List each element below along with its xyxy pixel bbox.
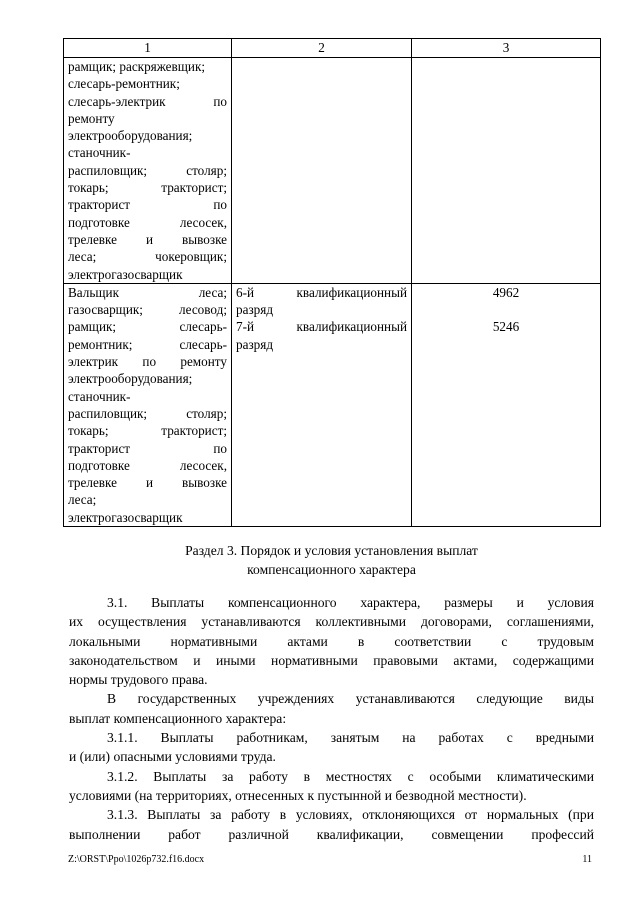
profession-line: подготовке лесосек, [68,457,227,473]
paragraph-line: выплат компенсационного характера: [69,710,287,726]
paragraph-line: их осуществления устанавливаются коллективными договорами, соглашениями, [69,614,594,630]
profession-line: станочник- [68,388,131,404]
profession-line: слесарь-ремонтник; [68,76,180,92]
header-cell-1: 1 [64,39,232,58]
profession-line: станочник- [68,145,131,161]
value-grade-6: 4962 [492,284,520,300]
paragraph-line: 3.1.1. Выплаты работникам, занятым на работах с вредными [107,730,594,746]
profession-line: тракторист по [68,197,227,213]
profession-line: трелевке и вывозке [68,231,227,247]
profession-line: электрооборудования; [68,128,193,144]
profession-line: тракторист по [68,440,227,456]
profession-line: Вальщик леса; [68,284,227,300]
profession-line: ремонту [68,110,115,126]
profession-line: токарь; тракторист; [68,180,227,196]
wage-table [63,38,601,527]
grade-7-suffix: разряд [236,336,274,352]
value-grade-7: 5246 [492,319,520,335]
profession-line: электрогазосварщик [68,266,183,282]
paragraph-line: условиями (на территориях, отнесенных к пустынной и безводной местности). [69,787,527,803]
profession-line: токарь; тракторист; [68,423,227,439]
header-cell-3: 3 [412,39,601,58]
grade-6-line: 6-й квалификационный [236,284,407,300]
paragraph-line: нормы трудового права. [69,672,208,688]
section-title-line-2: компенсационного характера [247,561,416,577]
paragraph-line: В государственных учреждениях устанавливаются следующие виды [107,691,594,707]
profession-line: трелевке и вывозке [68,475,227,491]
profession-line: распиловщик; столяр; [68,162,227,178]
profession-line: электрик по ремонту [68,354,227,370]
paragraph-line: локальными нормативными актами в соответствии с трудовым [69,633,594,649]
section-title-line-1: Раздел 3. Порядок и условия установления выплат [185,543,478,558]
profession-line: ремонтник; слесарь- [68,336,227,352]
footer-file-path: Z:\ORST\Ppo\1026p732.f16.docx [68,854,205,865]
header-cell-2: 2 [232,39,412,58]
table-header-row [64,39,601,58]
footer-page-number: 11 [582,854,592,865]
value-cell [412,283,601,526]
profession-line: леса; [68,492,97,508]
grade-cell [232,283,412,526]
table-row [64,283,601,526]
professions-cell [64,283,232,526]
profession-line: подготовке лесосек, [68,214,227,230]
profession-line: рамщик; слесарь- [68,319,227,335]
section-title [63,542,600,579]
paragraph-line: выполнении работ различной квалификации, совмещении профессий [69,826,594,842]
profession-line: электрооборудования; [68,371,193,387]
professions-cell [64,58,232,284]
paragraph-line: и (или) опасными условиями труда. [69,749,276,765]
grade-6-suffix: разряд [236,302,274,318]
paragraph-line: 3.1.2. Выплаты за работу в местностях с особыми климатическими [107,768,594,784]
table-row [64,58,601,284]
grade-7-line: 7-й квалификационный [236,319,407,335]
paragraph-line: 3.1.3. Выплаты за работу в условиях, отклоняющихся от нормальных (при [107,807,594,823]
profession-line: леса; чокеровщик; [68,249,227,265]
grade-cell-empty [232,58,412,284]
paragraph-line: 3.1. Выплаты компенсационного характера, размеры и условия [107,595,594,610]
profession-line: распиловщик; столяр; [68,405,227,421]
section-body-text [69,593,594,844]
profession-line: электрогазосварщик [68,509,183,525]
profession-line: рамщик; раскряжевщик; [68,59,206,74]
profession-line: слесарь-электрик по [68,93,227,109]
profession-line: газосварщик; лесовод; [68,302,227,318]
value-cell-empty [412,58,601,284]
paragraph-line: законодательством и иными нормативными правовыми актами, содержащими [69,652,594,668]
